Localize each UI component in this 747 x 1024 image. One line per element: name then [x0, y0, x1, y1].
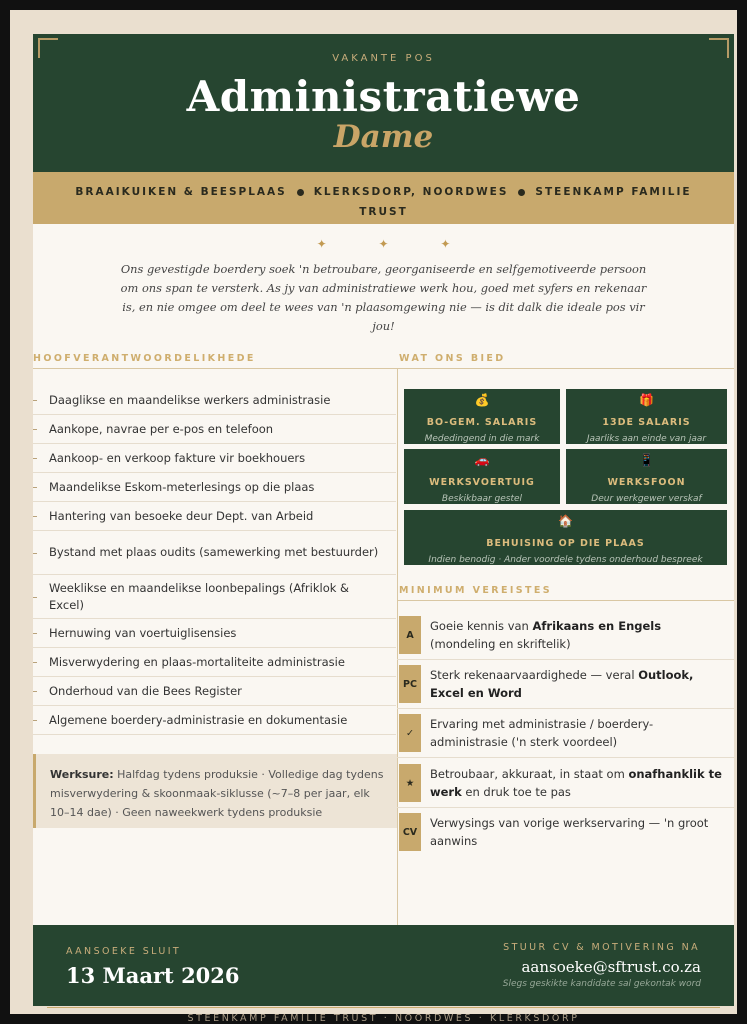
duty-text: Aankoop- en verkoop fakture vir boekhouers [49, 450, 306, 465]
duty-item [33, 473, 396, 502]
work-hours-note [33, 754, 397, 828]
duty-item [33, 677, 396, 706]
bullet-tick [33, 633, 37, 634]
requirement-text-part: Goeie kennis van [430, 619, 533, 633]
work-hours-label: Werksure: [50, 768, 114, 781]
requirement-text-part: en druk toe te pas [461, 785, 571, 799]
duty-item [33, 619, 396, 648]
divider [33, 368, 734, 369]
send-label: STUUR CV & MOTIVERING NA [503, 942, 700, 953]
requirement-text-part: Sterk rekenaarvaardighede — veral [430, 668, 639, 682]
page-frame [10, 10, 737, 1024]
requirement-item [397, 665, 734, 703]
requirement-emphasis: Afrikaans en Engels [532, 619, 662, 633]
closing-label: AANSOEKE SLUIT [66, 946, 182, 957]
bullet-tick [33, 429, 37, 430]
offer-title: 13DE SALARIS [602, 417, 691, 428]
requirement-text [430, 666, 730, 702]
requirement-item [397, 813, 734, 851]
offer-title: BEHUISING OP DIE PLAAS [486, 538, 645, 549]
offer-subtitle: Deur werkgewer verskaf [591, 494, 702, 504]
duty-item [33, 415, 396, 444]
duty-item [33, 575, 396, 619]
requirement-item [397, 764, 734, 802]
duty-item [33, 706, 396, 735]
requirement-item [397, 714, 734, 752]
shortlist-note: Slegs geskikte kandidate sal gekontak word [502, 979, 701, 989]
closing-date: 13 Maart 2026 [66, 963, 240, 988]
poster-footer [33, 925, 734, 1006]
divider [397, 600, 734, 601]
star-ornament: ✦ ✦ ✦ [316, 237, 475, 251]
duties-heading: HOOFVERANTWOORDELIKHEDE [33, 353, 256, 364]
requirement-badge: A [399, 616, 421, 654]
duty-item [33, 648, 396, 677]
bullet-tick [33, 400, 37, 401]
duties-list [33, 386, 396, 735]
offer-title: WERKSFOON [607, 477, 686, 488]
duty-text: Daaglikse en maandelikse werkers administrasie [49, 392, 331, 407]
vacancy-eyebrow: VAKANTE POS [332, 53, 435, 64]
offer-subtitle: Indien benodig · Ander voordele tydens onderhoud bespreek [428, 555, 703, 565]
offer-tile [404, 389, 560, 444]
car-icon: 🚗 [474, 453, 490, 467]
application-email-link[interactable]: aansoeke@sftrust.co.za [521, 958, 701, 976]
offer-tile [566, 449, 727, 504]
divider [397, 708, 734, 709]
gift-icon: 🎁 [639, 393, 654, 407]
bullet-tick [33, 691, 37, 692]
duty-text: Hantering van besoeke deur Dept. van Arbeid [49, 508, 314, 523]
bottom-tagline: STEENKAMP FAMILIE TRUST · NOORDWES · KLERKSDORP [187, 1013, 580, 1024]
requirement-text [430, 814, 730, 850]
poster-header [33, 34, 734, 172]
band-location: KLERKSDORP, NOORDWES [313, 186, 509, 198]
offer-subtitle: Jaarliks aan einde van jaar [586, 434, 707, 444]
duty-text: Maandelikse Eskom-meterlesings op die plaas [49, 479, 315, 494]
band-trust: STEENKAMP FAMILIE TRUST [359, 186, 692, 218]
requirement-text-part: Betroubaar, akkuraat, in staat om [430, 767, 629, 781]
bullet-tick [33, 487, 37, 488]
duty-text: Onderhoud van die Bees Register [49, 683, 242, 698]
requirement-badge: PC [399, 665, 421, 703]
requirement-emphasis: Outlook, Excel en Word [430, 668, 694, 700]
offer-title: WERKSVOERTUIG [429, 477, 535, 488]
requirement-text [430, 765, 730, 801]
requirement-badge: ✓ [399, 714, 421, 752]
requirement-text-part: Verwysings van vorige werkservaring — 'n groot aanwins [430, 816, 709, 848]
offer-subtitle: Beskikbaar gestel [441, 494, 523, 504]
bullet-dot [297, 189, 304, 196]
requirement-emphasis: onafhanklik te werk [430, 767, 722, 799]
work-hours-text: Halfdag tydens produksie · Volledige dag tydens misverwydering & skoonmaak-siklusse (~7–8 per jaar, elk 10–14 dae) · Geen naweekwerk tydens produksie [50, 768, 384, 819]
requirement-text-part: (mondeling en skriftelik) [430, 637, 571, 651]
offer-tile [404, 449, 560, 504]
requirement-badge: CV [399, 813, 421, 851]
duty-item [33, 502, 396, 531]
requirement-text-part: Ervaring met administrasie / boerdery-administrasie ('n sterk voordeel) [430, 717, 654, 749]
bullet-tick [33, 516, 37, 517]
offer-heading: WAT ONS BIED [399, 353, 506, 364]
poster [33, 34, 734, 1024]
requirement-text [430, 715, 730, 751]
bullet-tick [33, 458, 37, 459]
offer-title: BO-GEM. SALARIS [426, 417, 538, 428]
money-bag-icon: 💰 [474, 393, 490, 407]
requirement-item [397, 616, 734, 654]
requirement-badge: ★ [399, 764, 421, 802]
employer-band [33, 172, 734, 224]
duty-text: Hernuwing van voertuiglisensies [49, 625, 237, 640]
house-icon: 🏠 [558, 514, 573, 528]
intro-paragraph: Ons gevestigde boerdery soek 'n betroubare, georganiseerde en selfgemotiveerde persoon om ons span te versterk. As jy van administratiewe werk hou, goed met syfers en rekenaar is, en nie omgee om deel te wees van 'n plaasomgewing nie — is dit dalk die ideale pos vir jou! [120, 262, 647, 333]
page-title: Administratiewe [186, 72, 581, 121]
requirement-text [430, 617, 730, 653]
bullet-tick [33, 553, 37, 554]
page-subtitle: Dame [333, 119, 434, 155]
duty-text: Weeklikse en maandelikse loonbepalings (Afriklok & Excel) [49, 580, 350, 612]
duty-text: Bystand met plaas oudits (samewerking met bestuurder) [49, 545, 379, 559]
offer-subtitle: Mededingend in die mark [424, 434, 540, 444]
requirements-heading: MINIMUM VEREISTES [399, 585, 553, 596]
duty-text: Aankope, navrae per e-pos en telefoon [49, 421, 274, 436]
divider [397, 757, 734, 758]
divider [397, 659, 734, 660]
duty-item [33, 531, 396, 575]
band-farm: BRAAIKUIKEN & BEESPLAAS [75, 186, 287, 198]
duty-item [33, 444, 396, 473]
offer-tile [566, 389, 727, 444]
bullet-tick [33, 662, 37, 663]
bullet-dot [518, 189, 525, 196]
bullet-tick [33, 720, 37, 721]
duty-text: Misverwydering en plaas-mortaliteite administrasie [49, 654, 345, 669]
duty-item [33, 386, 396, 415]
offer-tile [404, 510, 727, 565]
divider [397, 807, 734, 808]
bottom-rule [47, 1007, 720, 1008]
bullet-tick [33, 597, 37, 598]
duty-text: Algemene boerdery-administrasie en dokumentasie [49, 712, 348, 727]
phone-icon: 📱 [639, 453, 654, 467]
